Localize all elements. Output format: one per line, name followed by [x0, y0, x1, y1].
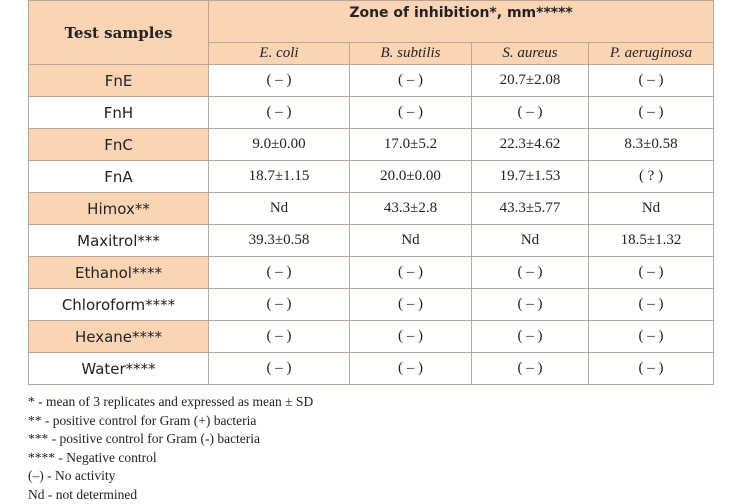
table-cell: ( – ) — [209, 353, 350, 385]
table-cell: 20.7±2.08 — [472, 65, 589, 97]
footnote: *** - positive control for Gram (-) bacteria — [28, 430, 313, 449]
table-cell: ( – ) — [589, 321, 714, 353]
row-label: Chloroform**** — [29, 289, 209, 321]
table-cell: ( – ) — [350, 65, 472, 97]
table-cell: ( ? ) — [589, 161, 714, 193]
table-cell: ( – ) — [350, 321, 472, 353]
table-cell: ( – ) — [589, 97, 714, 129]
header-test-samples: Test samples — [29, 1, 209, 65]
footnote: **** - Negative control — [28, 449, 313, 468]
row-label: Water**** — [29, 353, 209, 385]
table-cell: 19.7±1.53 — [472, 161, 589, 193]
table-cell: 18.7±1.15 — [209, 161, 350, 193]
row-label: FnA — [29, 161, 209, 193]
header-organism: P. aeruginosa — [589, 43, 714, 65]
footnote: Nd - not determined — [28, 486, 313, 504]
row-label: FnC — [29, 129, 209, 161]
table-cell: ( – ) — [472, 353, 589, 385]
table-cell: ( – ) — [209, 289, 350, 321]
table-row — [29, 193, 714, 225]
table-cell: ( – ) — [209, 65, 350, 97]
table-row — [29, 225, 714, 257]
table-cell: 20.0±0.00 — [350, 161, 472, 193]
table-cell: ( – ) — [472, 257, 589, 289]
footnotes — [28, 393, 313, 504]
inhibition-table — [28, 0, 714, 385]
row-label: FnH — [29, 97, 209, 129]
table-cell: ( – ) — [350, 97, 472, 129]
table-cell: Nd — [209, 193, 350, 225]
table-cell: Nd — [472, 225, 589, 257]
table-row — [29, 321, 714, 353]
footnote: (–) - No activity — [28, 467, 313, 486]
table-cell: ( – ) — [472, 321, 589, 353]
header-organism: B. subtilis — [350, 43, 472, 65]
footnote: * - mean of 3 replicates and expressed as mean ± SD — [28, 393, 313, 412]
table-row — [29, 161, 714, 193]
table-cell: ( – ) — [472, 289, 589, 321]
row-label: Ethanol**** — [29, 257, 209, 289]
footnote: ** - positive control for Gram (+) bacteria — [28, 412, 313, 431]
table-row — [29, 257, 714, 289]
table-cell: ( – ) — [472, 97, 589, 129]
results-table-container — [28, 0, 713, 385]
table-cell: ( – ) — [589, 289, 714, 321]
header-organism: E. coli — [209, 43, 350, 65]
header-zone-of-inhibition: Zone of inhibition*, mm***** — [209, 1, 714, 43]
table-cell: 9.0±0.00 — [209, 129, 350, 161]
table-cell: 17.0±5.2 — [350, 129, 472, 161]
table-body — [29, 65, 714, 385]
table-row — [29, 129, 714, 161]
table-cell: ( – ) — [589, 257, 714, 289]
table-cell: ( – ) — [209, 97, 350, 129]
table-cell: ( – ) — [589, 65, 714, 97]
row-label: Hexane**** — [29, 321, 209, 353]
table-row — [29, 289, 714, 321]
table-cell: ( – ) — [350, 353, 472, 385]
row-label: FnE — [29, 65, 209, 97]
header-organism: S. aureus — [472, 43, 589, 65]
table-row — [29, 97, 714, 129]
table-row — [29, 353, 714, 385]
table-cell: ( – ) — [589, 353, 714, 385]
table-cell: 39.3±0.58 — [209, 225, 350, 257]
table-cell: 43.3±2.8 — [350, 193, 472, 225]
table-cell: ( – ) — [209, 257, 350, 289]
table-cell: 43.3±5.77 — [472, 193, 589, 225]
table-cell: ( – ) — [209, 321, 350, 353]
row-label: Maxitrol*** — [29, 225, 209, 257]
table-row — [29, 65, 714, 97]
table-cell: 18.5±1.32 — [589, 225, 714, 257]
table-cell: Nd — [589, 193, 714, 225]
table-cell: 8.3±0.58 — [589, 129, 714, 161]
row-label: Himox** — [29, 193, 209, 225]
table-cell: ( – ) — [350, 289, 472, 321]
table-cell: Nd — [350, 225, 472, 257]
table-cell: ( – ) — [350, 257, 472, 289]
table-cell: 22.3±4.62 — [472, 129, 589, 161]
